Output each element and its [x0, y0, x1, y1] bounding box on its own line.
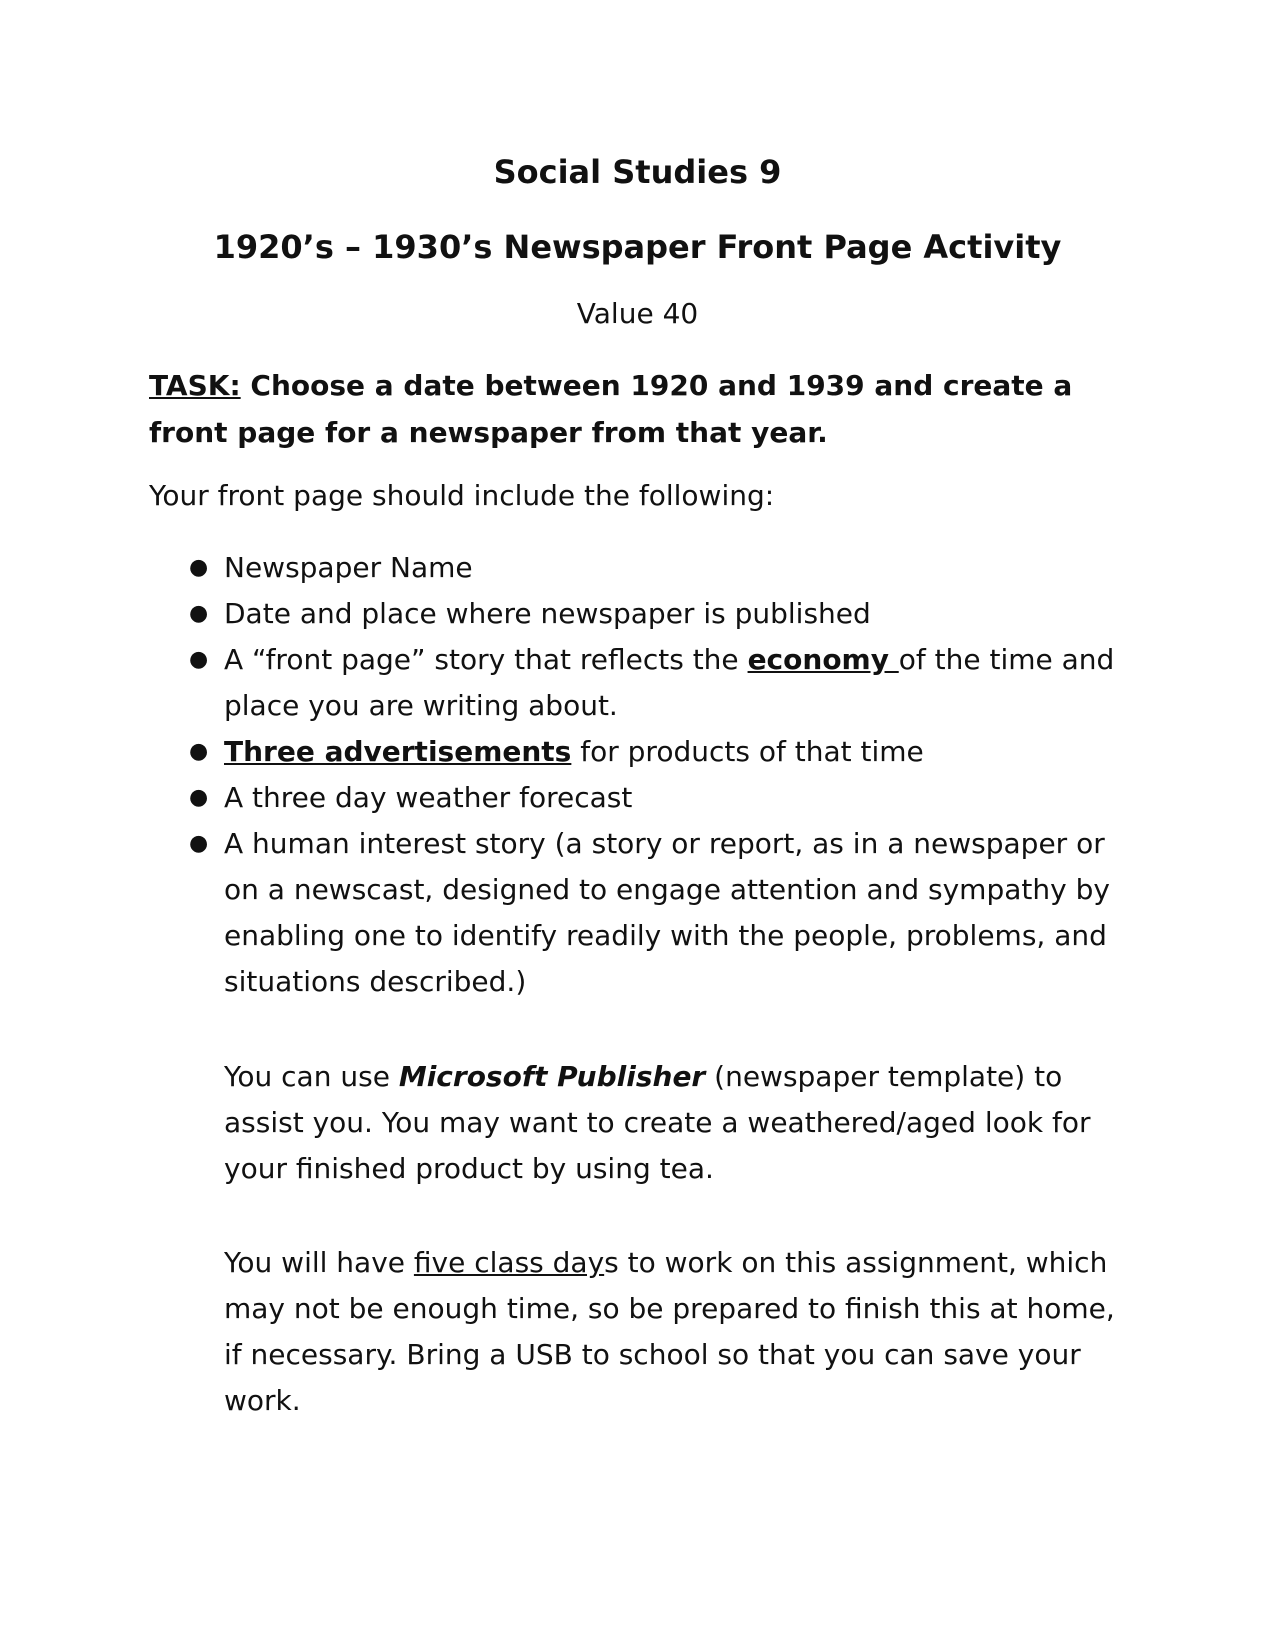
bullet-icon: ●: [189, 647, 209, 672]
requirement-text: A “front page” story that reflects the: [224, 643, 748, 676]
list-item: [149, 637, 1139, 729]
bullet-icon: ●: [189, 831, 209, 856]
list-item: [149, 821, 1139, 1005]
requirement-text: Date and place where newspaper is published: [224, 597, 871, 630]
requirement-text: Newspaper Name: [224, 551, 473, 584]
requirement-text: A three day weather forecast: [224, 781, 633, 814]
list-item: [149, 591, 1139, 637]
course-title: Social Studies 9: [493, 153, 782, 191]
bullet-icon: ●: [189, 785, 209, 810]
bullet-icon: ●: [189, 601, 209, 626]
task-text: Choose a date between 1920 and 1939 and create a front page for a newspaper from that year.: [149, 369, 1073, 449]
requirement-text: of the time and place you are writing about.: [224, 643, 1115, 722]
list-item: [149, 775, 1139, 821]
publisher-note-text: (newspaper template) to assist you. You may want to create a weathered/aged look for your finished product by using tea.: [224, 1060, 1091, 1185]
economy-emphasis: economy: [747, 643, 899, 676]
requirement-text: for products of that time: [571, 735, 924, 768]
bullet-icon: ●: [189, 555, 209, 580]
class-days-emphasis: five class day: [413, 1246, 605, 1279]
requirement-text: A human interest story (a story or report, as in a newspaper or on a newscast, designed to engage attention and sympathy by enabling one to identify readily with the people, problems, and situations described.): [224, 827, 1110, 998]
publisher-note-text: You can use: [224, 1060, 399, 1093]
publisher-note: [224, 1054, 1124, 1192]
publisher-emphasis: Microsoft Publisher: [398, 1060, 706, 1093]
requirements-list: [149, 545, 1139, 1005]
time-note-text: You will have: [224, 1246, 414, 1279]
list-item: [149, 545, 1139, 591]
time-note: [224, 1240, 1124, 1424]
list-item: [149, 729, 1139, 775]
activity-title: 1920’s – 1930’s Newspaper Front Page Activity: [213, 228, 1062, 266]
assignment-value: Value 40: [576, 297, 699, 330]
advertisements-emphasis: Three advertisements: [224, 735, 572, 768]
bullet-icon: ●: [189, 739, 209, 764]
task-label: TASK:: [149, 369, 241, 402]
requirements-intro: Your front page should include the following:: [149, 479, 775, 512]
time-note-text: s to work on this assignment, which may not be enough time, so be prepared to finish this at home, if necessary. Bring a USB to school so that you can save your work.: [224, 1246, 1115, 1417]
task-statement: [149, 362, 1129, 456]
